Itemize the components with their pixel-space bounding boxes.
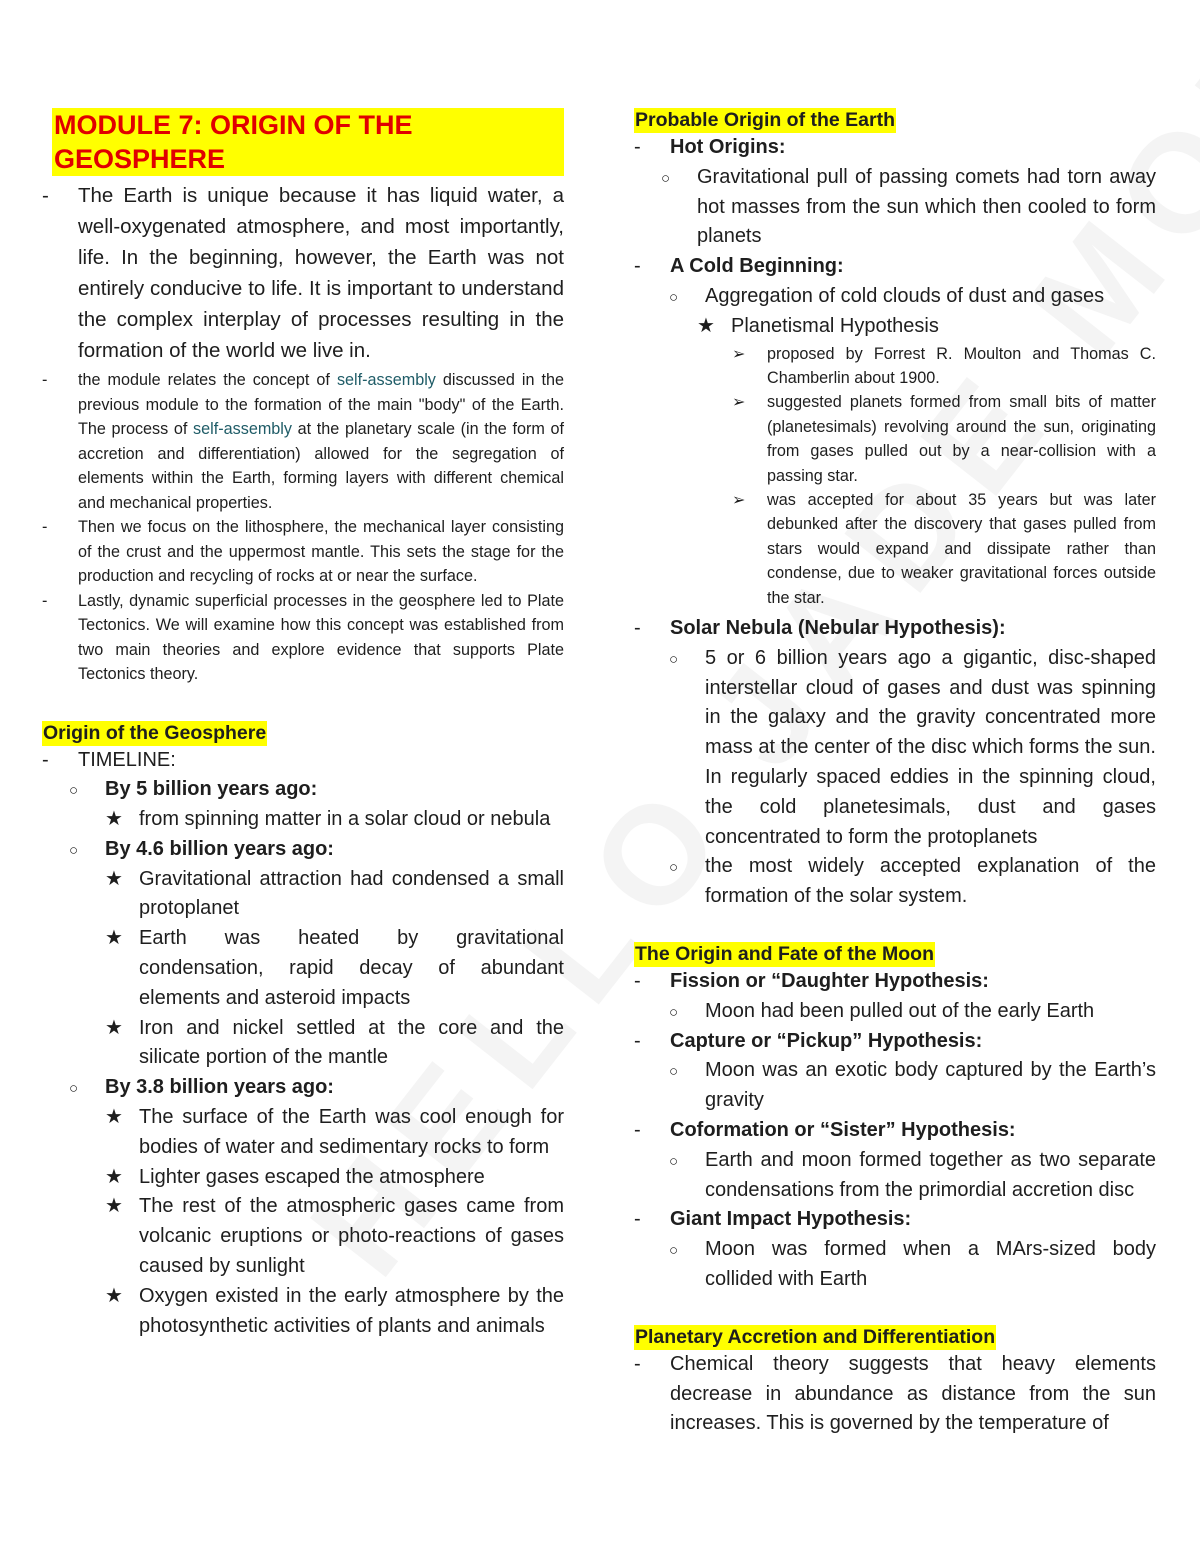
list-item: ○ Earth and moon formed together as two separate condensations from the primordial accretion disc [669, 1148, 1156, 1201]
timeline-heading-5by: ○ By 5 billion years ago: [42, 775, 564, 805]
section-heading-origin-geosphere: Origin of the Geosphere [43, 721, 267, 744]
left-column [42, 108, 564, 1341]
dash-marker: - [634, 136, 641, 158]
star-bullet-icon: ★ [105, 808, 123, 831]
dash-marker: - [634, 1029, 641, 1052]
list-item: ➢ proposed by Forrest R. Moulton and Thomas C. Chamberlin about 1900. [634, 342, 1156, 391]
list-item: ○ Gravitational pull of passing comets had torn away hot masses from the sun which then cooled to form planets [661, 165, 1156, 248]
list-item: ○ Moon was an exotic body captured by the Earth’s gravity [669, 1059, 1156, 1112]
self-assembly-link[interactable]: self-assembly [336, 371, 436, 389]
circle-bullet-icon: ○ [669, 1242, 679, 1260]
list-item: ➢ was accepted for about 35 years but was later debunked after the discovery that gases pulled from stars would expand and dissipate rather than condense, due to weaker gravitational forces outside the star. [634, 488, 1156, 610]
dash-marker: - [634, 255, 641, 278]
circle-bullet-icon: ○ [661, 169, 671, 187]
dash-marker: - [42, 184, 49, 207]
circle-bullet-icon: ○ [669, 288, 679, 306]
right-column [634, 108, 1156, 1439]
dash-marker: - [42, 748, 49, 771]
dash-marker: - [42, 518, 48, 536]
circle-bullet-icon: ○ [669, 859, 679, 877]
star-bullet-icon: ★ [697, 314, 715, 337]
list-item: ★ Gravitational attraction had condensed a small protoplanet [42, 865, 564, 925]
timeline-heading-4.6by: ○ By 4.6 billion years ago: [42, 835, 564, 865]
dash-marker: - [634, 1208, 641, 1231]
circle-bullet-icon: ○ [69, 782, 79, 800]
dash-marker: - [634, 1119, 641, 1141]
moon-hypothesis-label: - Coformation or “Sister” Hypothesis: [634, 1116, 1156, 1146]
circle-bullet-icon: ○ [69, 1080, 79, 1098]
star-bullet-icon: ★ [105, 1284, 123, 1307]
list-item: ★ The rest of the atmospheric gases came from volcanic eruptions or photo-reactions of gases caused by sunlight [42, 1192, 564, 1281]
star-bullet-icon: ★ [105, 927, 123, 950]
circle-bullet-icon: ○ [669, 1152, 679, 1170]
list-item: ○ 5 or 6 billion years ago a gigantic, disc-shaped interstellar cloud of gases and dust was spinning in the galaxy and the gravity concentrated more mass at the center of the disc which forms the sun. In regularly spaced eddies in the spinning cloud, the cold planetesimals, dust and gases concentrated to form the protoplanets [669, 646, 1156, 848]
star-bullet-icon: ★ [105, 1195, 123, 1218]
moon-hypothesis-label: - Fission or “Daughter Hypothesis: [634, 967, 1156, 997]
list-item: ○ Moon had been pulled out of the early Earth [634, 997, 1156, 1027]
arrow-bullet-icon: ➢ [732, 491, 746, 510]
arrow-bullet-icon: ➢ [732, 344, 746, 363]
cold-beginning-label: - A Cold Beginning: [634, 252, 1156, 282]
solar-nebula-label: - Solar Nebula (Nebular Hypothesis): [634, 614, 1156, 644]
dash-marker: - [634, 1352, 641, 1375]
circle-bullet-icon: ○ [669, 650, 679, 668]
list-item: - Chemical theory suggests that heavy elements decrease in abundance as distance from the sun increases. This is governed by the temperature of [634, 1350, 1156, 1439]
circle-bullet-icon: ○ [669, 1063, 679, 1081]
moon-hypothesis-label: - Giant Impact Hypothesis: [634, 1205, 1156, 1235]
circle-bullet-icon: ○ [69, 841, 79, 859]
dash-marker: - [634, 617, 641, 640]
dash-marker: - [42, 371, 48, 389]
list-item: ★ The surface of the Earth was cool enough for bodies of water and sedimentary rocks to form [42, 1103, 564, 1163]
dash-marker: - [634, 970, 641, 993]
module-paragraph-1: - the module relates the concept of self-assembly discussed in the previous module to the formation of the main "body" of the Earth. The process of self-assembly at the planetary scale (in the form of accretion and differentiation) allowed for the segregation of elements within the Earth, forming layers with different chemical and mechanical properties. [42, 368, 564, 515]
list-item: ★ Oxygen existed in the early atmosphere by the photosynthetic activities of plants and animals [42, 1282, 564, 1342]
star-bullet-icon: ★ [105, 867, 123, 890]
moon-hypothesis-label: - Capture or “Pickup” Hypothesis: [634, 1027, 1156, 1057]
list-item: ○ Aggregation of cold clouds of dust and gases [634, 282, 1156, 312]
list-item: ★ Iron and nickel settled at the core and the silicate portion of the mantle [42, 1014, 564, 1074]
planetismal-label: ★ Planetismal Hypothesis [634, 312, 1156, 342]
timeline-label: - TIMELINE: [42, 746, 564, 776]
star-bullet-icon: ★ [105, 1165, 123, 1188]
module-paragraph-2: - Then we focus on the lithosphere, the mechanical layer consisting of the crust and the uppermost mantle. This sets the stage for the production and recycling of rocks at or near the surface. [42, 515, 564, 589]
self-assembly-link[interactable]: self-assembly [193, 420, 292, 438]
list-item: ★ Lighter gases escaped the atmosphere [42, 1163, 564, 1193]
list-item: ➢ suggested planets formed from small bits of matter (planetesimals) revolving around the sun, originating from gases pulled out by a near-collision with a passing star. [634, 390, 1156, 488]
list-item: ○ the most widely accepted explanation of the formation of the solar system. [669, 855, 1156, 908]
timeline-heading-3.8by: ○ By 3.8 billion years ago: [42, 1073, 564, 1103]
section-heading-probable-origin: Probable Origin of the Earth [635, 109, 896, 131]
circle-bullet-icon: ○ [669, 1003, 679, 1021]
section-heading-moon: The Origin and Fate of the Moon [635, 943, 934, 966]
star-bullet-icon: ★ [105, 1016, 123, 1039]
arrow-bullet-icon: ➢ [732, 393, 746, 412]
module-title: MODULE 7: ORIGIN OF THE GEOSPHERE [52, 108, 564, 176]
hot-origins-label: - Hot Origins: [634, 133, 1156, 163]
list-item: ★ from spinning matter in a solar cloud or nebula [42, 805, 564, 835]
dash-marker: - [42, 591, 48, 610]
list-item: ★ Earth was heated by gravitational condensation, rapid decay of abundant elements and asteroid impacts [42, 924, 564, 1013]
list-item: ○ Moon was formed when a MArs-sized body collided with Earth [669, 1238, 1156, 1290]
intro-paragraph: - The Earth is unique because it has liquid water, a well-oxygenated atmosphere, and most importantly, life. In the beginning, however, the Earth was not entirely conducive to life. It is important to understand the complex interplay of processes resulting in the formation of the world we live in. [42, 180, 564, 366]
module-paragraph-3: - Lastly, dynamic superficial processes in the geosphere led to Plate Tectonics. We will examine how this concept was established from two main theories and explore evidence that supports Plate Tectonics theory. [42, 589, 564, 687]
star-bullet-icon: ★ [105, 1106, 123, 1129]
section-heading-accretion: Planetary Accretion and Differentiation [635, 1325, 996, 1348]
